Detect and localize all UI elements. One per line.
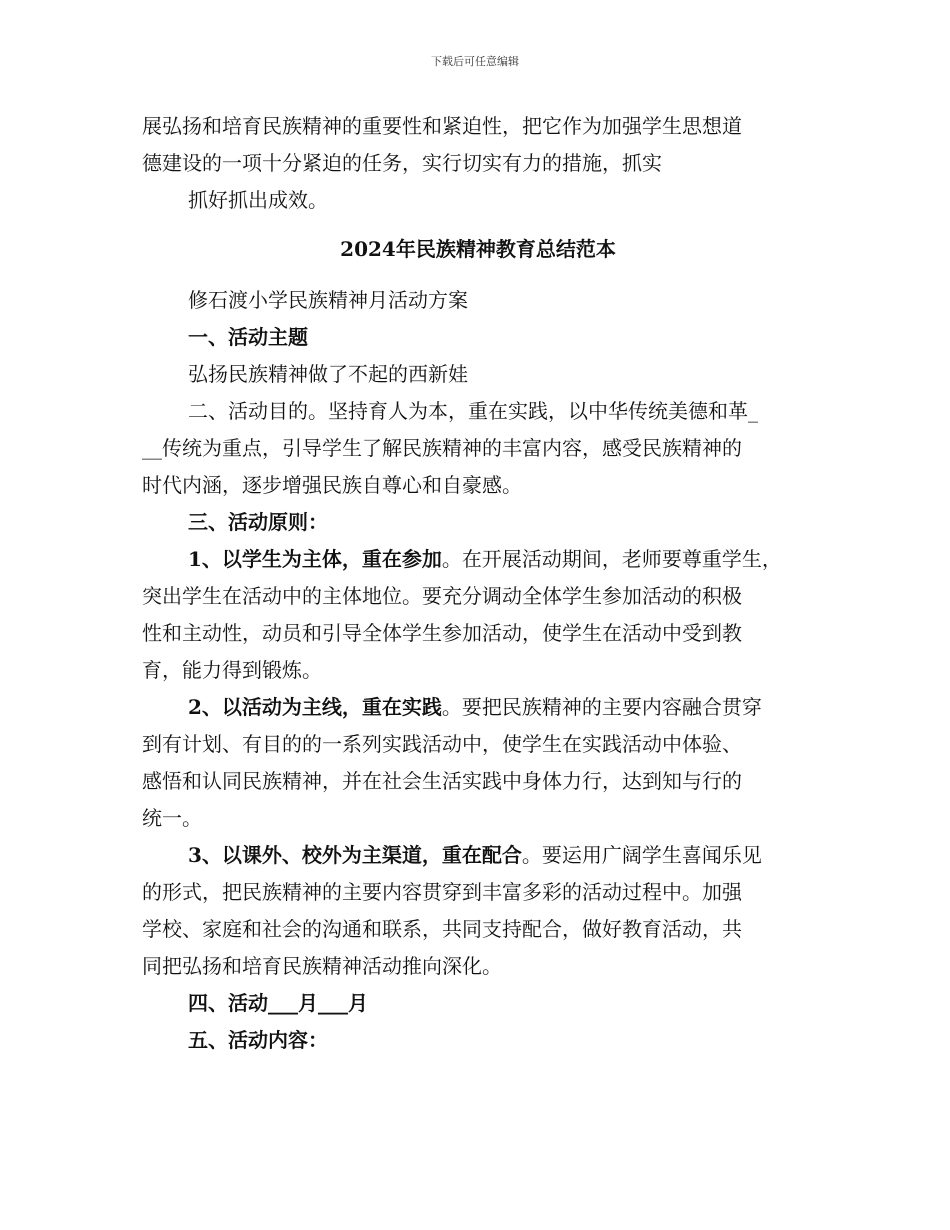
principle-3-line-4: 同把弘扬和培育民族精神活动推向深化。 (142, 954, 502, 978)
principle-1-rest: 。在开展活动期间，老师要尊重学生， (441, 547, 782, 571)
principle-1-line-3: 性和主动性，动员和引导全体学生参加活动，使学生在活动中受到教 (142, 621, 742, 645)
section-5-heading: 五、活动内容： (188, 1028, 328, 1052)
principle-2-line-3: 感悟和认同民族精神，并在社会生活实践中身体力行，达到知与行的 (142, 769, 742, 793)
principle-1-line-4: 育，能力得到锻炼。 (142, 658, 322, 682)
section-2-line-1: 二、活动目的。坚持育人为本，重在实践，以中华传统美德和革_ (188, 399, 758, 423)
principle-2-line-2: 到有计划、有目的的一系列实践活动中，使学生在实践活动中体验、 (142, 732, 742, 756)
section-4-prefix: 四、活动 (188, 991, 268, 1015)
section-4-blank-2: ___ (318, 991, 348, 1015)
principle-1-line-1 (142, 541, 814, 578)
principle-1-line-2: 突出学生在活动中的主体地位。要充分调动全体学生参加活动的积极 (142, 584, 742, 608)
section-1-body: 弘扬民族精神做了不起的西新娃 (188, 362, 468, 386)
principle-3-line-3: 学校、家庭和社会的沟通和联系，共同支持配合，做好教育活动，共 (142, 917, 742, 941)
section-2-line-2: __传统为重点，引导学生了解民族精神的丰富内容，感受民族精神的 (142, 436, 742, 460)
principle-2-rest: 。要把民族精神的主要内容融合贯穿 (441, 695, 762, 719)
principle-1-lead: 1、以学生为主体，重在参加 (188, 547, 442, 571)
section-4-blank-1: ___ (268, 991, 298, 1015)
principle-3-lead: 3、以课外、校外为主渠道，重在配合 (188, 843, 522, 867)
section-4-suffix: 月 (348, 991, 368, 1015)
principle-2-lead: 2、以活动为主线，重在实践 (188, 695, 442, 719)
section-2-line-3: 时代内涵，逐步增强民族自尊心和自豪感。 (142, 473, 522, 497)
principle-3-rest: 。要运用广阔学生喜闻乐见 (521, 843, 762, 867)
plan-name: 修石渡小学民族精神月活动方案 (188, 288, 468, 312)
principle-3-line-2: 的形式，把民族精神的主要内容贯穿到丰富多彩的活动过程中。加强 (142, 880, 742, 904)
section-3-heading: 三、活动原则： (188, 510, 328, 534)
principle-2-line-4: 统一。 (142, 806, 202, 830)
section-4-heading (142, 985, 814, 1022)
page-header: 下载后可任意编辑 (431, 55, 519, 68)
principle-2-line-1 (142, 689, 814, 726)
intro-line-1: 展弘扬和培育民族精神的重要性和紧迫性，把它作为加强学生思想道 (142, 114, 742, 138)
intro-line-3: 抓好抓出成效。 (188, 188, 328, 212)
principle-3-line-1 (142, 837, 814, 874)
document-body (142, 108, 814, 1059)
section-4-mid: 月 (298, 991, 318, 1015)
section-1-heading: 一、活动主题 (188, 325, 308, 349)
intro-line-2: 德建设的一项十分紧迫的任务，实行切实有力的措施，抓实 (142, 151, 662, 175)
document-title: 2024年民族精神教育总结范本 (340, 237, 616, 261)
